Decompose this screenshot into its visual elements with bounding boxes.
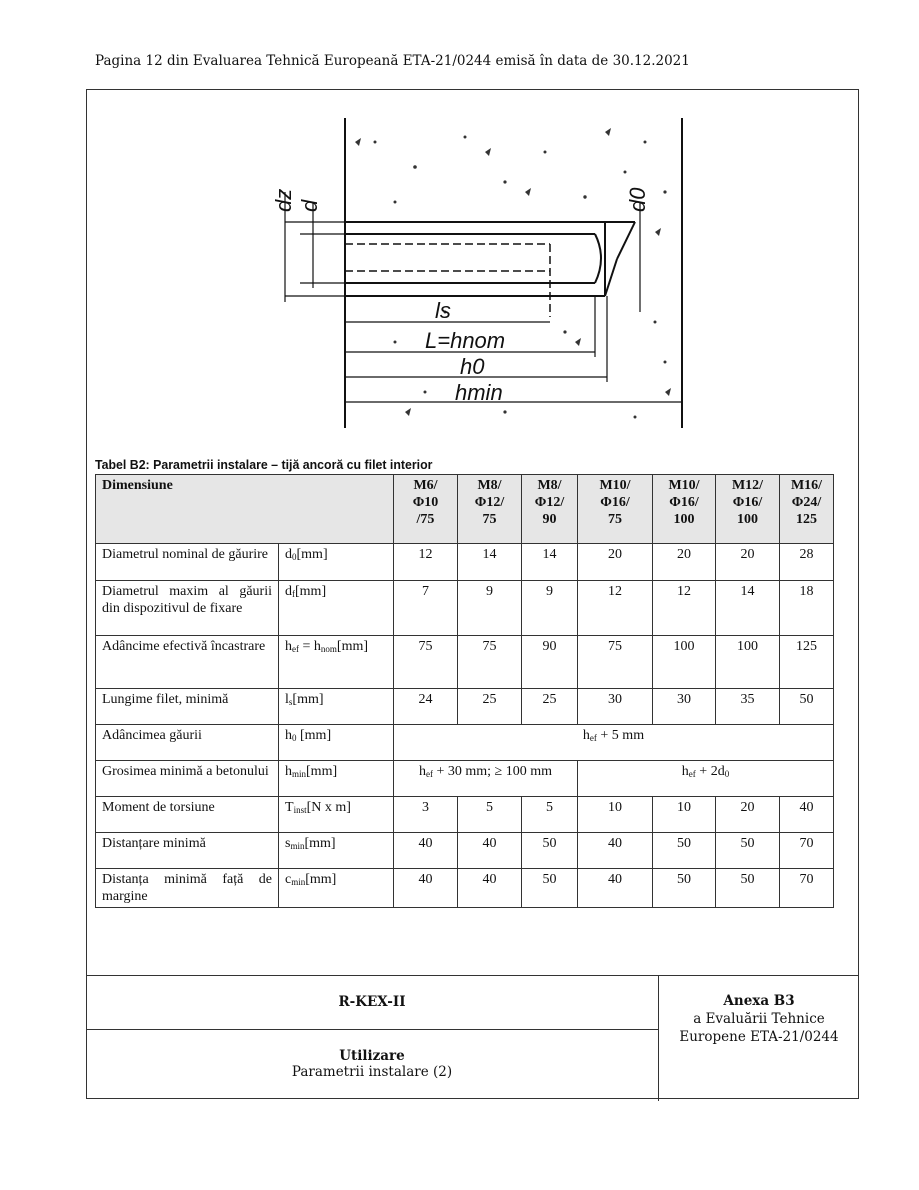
label-h0: h0 <box>460 354 485 379</box>
row-symbol: $h_{min}[mm]$ <box>279 761 394 797</box>
row-symbol: $l_s[mm]$ <box>279 689 394 725</box>
value-cell: 14 <box>522 544 578 581</box>
row-symbol: $d_0[mm]$ <box>279 544 394 581</box>
value-cell: 50 <box>716 869 780 908</box>
value-cell: 14 <box>716 581 780 636</box>
column-header-line: Φ16/ <box>732 495 763 510</box>
table-row <box>96 869 834 908</box>
value-cell: 50 <box>522 869 578 908</box>
value-cell: 18 <box>780 581 834 636</box>
label-hmin: hmin <box>455 380 503 405</box>
value-cell: 30 <box>578 689 653 725</box>
row-label: Adâncimea găurii <box>96 725 279 761</box>
row-symbol: $s_{min}[mm]$ <box>279 833 394 869</box>
value-cell: 75 <box>394 636 458 689</box>
label-d: d <box>297 199 322 212</box>
column-header-line: Φ16/ <box>669 495 699 510</box>
table-row <box>96 544 834 581</box>
value-cell: 10 <box>578 797 653 833</box>
value-cell: 20 <box>578 544 653 581</box>
value-cell: 50 <box>716 833 780 869</box>
merged-value-cell: $h_{ef} + 2d_0$ <box>578 761 834 797</box>
row-label: Adâncime efectivă încastrare <box>96 636 279 689</box>
value-cell: 50 <box>780 689 834 725</box>
section-subtitle: Parametrii instalare (2) <box>291 1064 453 1080</box>
row-symbol: $h_0$ [mm] <box>279 725 394 761</box>
row-label: Diametrul maxim al găurii din dispozitivul de fixare <box>96 581 279 636</box>
table-row <box>96 797 834 833</box>
column-header-line: M6/ <box>413 478 438 493</box>
value-cell: 40 <box>394 869 458 908</box>
column-header-line: Φ24/ <box>791 495 822 510</box>
value-cell: 7 <box>394 581 458 636</box>
value-cell: 100 <box>653 636 716 689</box>
dimension-header: Dimensiune <box>96 475 394 544</box>
table-row <box>96 761 834 797</box>
value-cell: 50 <box>653 869 716 908</box>
column-header-line: Φ12/ <box>474 495 505 510</box>
row-label: Moment de torsiune <box>96 797 279 833</box>
value-cell: 20 <box>653 544 716 581</box>
value-cell: 5 <box>458 797 522 833</box>
value-cell: 20 <box>716 544 780 581</box>
value-cell: 50 <box>653 833 716 869</box>
table-row <box>96 833 834 869</box>
column-header-line: M10/ <box>668 478 700 493</box>
label-L-hnom: L=hnom <box>425 328 506 353</box>
row-symbol: $h_{ef} = h_{nom}[mm]$ <box>279 636 394 689</box>
value-cell: 90 <box>522 636 578 689</box>
merged-value-cell: $h_{ef} + 30$ mm; ≥ 100 mm <box>394 761 578 797</box>
column-header-line: M10/ <box>599 478 631 493</box>
section-title: Utilizare <box>339 1048 405 1064</box>
value-cell: 40 <box>394 833 458 869</box>
column-header-line: 100 <box>673 512 695 527</box>
table-row <box>96 725 834 761</box>
value-cell: 14 <box>458 544 522 581</box>
column-header <box>780 475 834 544</box>
table-row <box>96 636 834 689</box>
label-ls: ls <box>435 298 451 323</box>
column-header-line: M8/ <box>537 478 562 493</box>
column-header-line: M16/ <box>790 478 823 493</box>
value-cell: 25 <box>522 689 578 725</box>
column-header-line: 90 <box>542 512 557 527</box>
column-header <box>716 475 780 544</box>
annex-line-3: Europene ETA-21/0244 <box>679 1029 839 1045</box>
installation-parameters-table <box>95 474 834 908</box>
table-caption: Tabel B2: Parametrii instalare – tijă ancoră cu filet interior <box>95 457 433 472</box>
value-cell: 40 <box>578 869 653 908</box>
label-dz: dz <box>271 188 296 212</box>
row-symbol: $T_{inst}[N$ x m] <box>279 797 394 833</box>
annex-title: Anexa B3 <box>723 993 795 1009</box>
value-cell: 12 <box>653 581 716 636</box>
value-cell: 70 <box>780 869 834 908</box>
value-cell: 24 <box>394 689 458 725</box>
value-cell: 12 <box>578 581 653 636</box>
value-cell: 28 <box>780 544 834 581</box>
value-cell: 125 <box>780 636 834 689</box>
label-d0: d0 <box>625 187 650 212</box>
column-header-line: M12/ <box>731 478 764 493</box>
row-label: Distanțare minimă <box>96 833 279 869</box>
value-cell: 100 <box>716 636 780 689</box>
value-cell: 40 <box>780 797 834 833</box>
value-cell: 75 <box>458 636 522 689</box>
value-cell: 10 <box>653 797 716 833</box>
value-cell: 30 <box>653 689 716 725</box>
value-cell: 40 <box>458 833 522 869</box>
value-cell: 70 <box>780 833 834 869</box>
value-cell: 12 <box>394 544 458 581</box>
column-header-line: Φ12/ <box>534 495 565 510</box>
row-label: Lungime filet, minimă <box>96 689 279 725</box>
row-symbol: $c_{min}[mm]$ <box>279 869 394 908</box>
value-cell: 75 <box>578 636 653 689</box>
product-name: R-KEX-II <box>86 976 658 1030</box>
column-header <box>578 475 653 544</box>
column-header-line: 75 <box>482 512 497 527</box>
column-header-line: 125 <box>796 512 817 527</box>
value-cell: 9 <box>458 581 522 636</box>
value-cell: 40 <box>458 869 522 908</box>
column-header-line: /75 <box>416 512 435 527</box>
value-cell: 50 <box>522 833 578 869</box>
column-header-line: Φ10 <box>412 495 439 510</box>
value-cell: 20 <box>716 797 780 833</box>
value-cell: 40 <box>578 833 653 869</box>
value-cell: 5 <box>522 797 578 833</box>
row-symbol: $d_f[mm]$ <box>279 581 394 636</box>
column-header-line: Φ16/ <box>600 495 630 510</box>
annex-footer <box>86 975 859 1101</box>
value-cell: 9 <box>522 581 578 636</box>
column-header-line: 75 <box>608 512 622 527</box>
value-cell: 25 <box>458 689 522 725</box>
annex-line-2: a Evaluării Tehnice <box>693 1011 825 1027</box>
table-row <box>96 689 834 725</box>
row-label: Distanța minimă față de margine <box>96 869 279 908</box>
value-cell: 35 <box>716 689 780 725</box>
column-header <box>394 475 458 544</box>
anchor-installation-diagram <box>245 112 695 437</box>
value-cell: 3 <box>394 797 458 833</box>
column-header <box>458 475 522 544</box>
column-header <box>522 475 578 544</box>
merged-value-cell: $h_{ef} + 5$ mm <box>394 725 834 761</box>
table-header-row <box>96 475 834 544</box>
column-header-line: 100 <box>737 512 758 527</box>
page-header: Pagina 12 din Evaluarea Tehnică Europeană ETA-21/0244 emisă în data de 30.12.2021 <box>95 53 690 69</box>
table-row <box>96 581 834 636</box>
row-label: Diametrul nominal de găurire <box>96 544 279 581</box>
column-header-line: M8/ <box>477 478 502 493</box>
column-header <box>653 475 716 544</box>
row-label: Grosimea minimă a betonului <box>96 761 279 797</box>
